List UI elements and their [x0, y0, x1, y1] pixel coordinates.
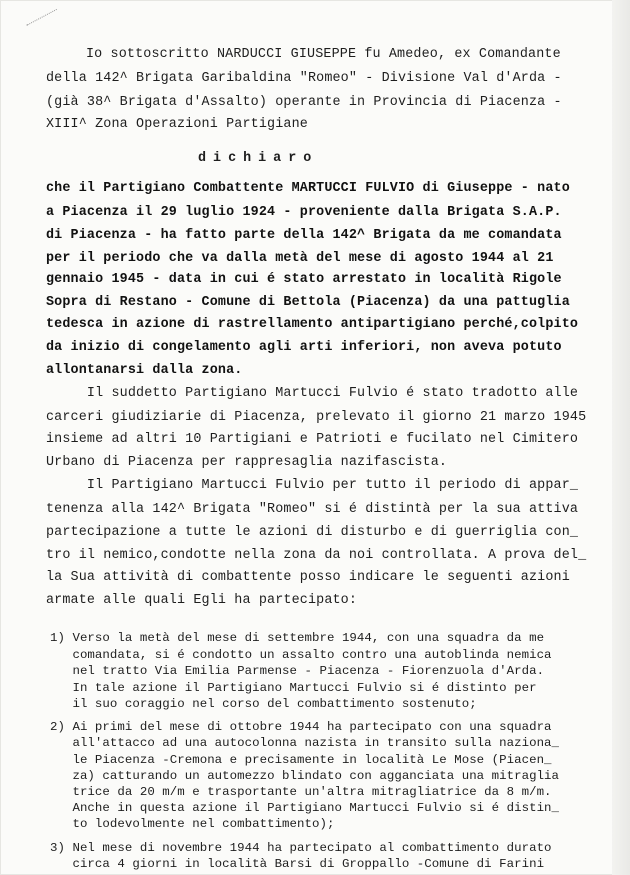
item-2-line-2: all'attacco ad una autocolonna nazista in transito sulla naziona_: [50, 736, 560, 750]
body-line-14: Il Partigiano Martucci Fulvio per tutto il periodo di appar_: [46, 478, 579, 493]
item-2-line-1: 2) Ai primi del mese di ottobre 1944 ha partecipato con una squadra: [50, 720, 552, 734]
item-2-line-7: to lodevolmente nel combattimento);: [50, 817, 335, 831]
body-line-4: per il periodo che va dalla metà del mese di agosto 1944 al 21: [46, 251, 554, 266]
item-3-line-1: 3) Nel mese di novembre 1944 ha partecipato al combattimento durato: [50, 841, 552, 855]
item-1-line-2: comandata, si é condotto un assalto contro una autoblinda nemica: [50, 648, 552, 662]
item-3-line-2: circa 4 giorni in località Barsi di Groppallo -Comune di Farini: [50, 857, 545, 871]
body-line-7: tedesca in azione di rastrellamento antipartigiano perché,colpito: [46, 317, 579, 332]
document-heading: dichiaro: [198, 151, 319, 166]
body-line-15: tenenza alla 142^ Brigata "Romeo" si é distintà per la sua attiva: [46, 502, 579, 517]
body-line-17: tro il nemico,condotte nella zona da noi controllata. A prova del_: [46, 548, 587, 563]
body-line-16: partecipazione a tutte le azioni di disturbo e di guerriglia con_: [46, 525, 579, 540]
body-line-10: Il suddetto Partigiano Martucci Fulvio é stato tradotto alle: [46, 386, 579, 401]
item-1-line-5: il suo coraggio nel corso del combattimento sostenuto;: [50, 697, 477, 711]
body-line-8: da inizio di congelamento agli arti inferiori, non aveva potuto: [46, 340, 562, 355]
body-line-9: allontanarsi dalla zona.: [46, 363, 243, 378]
body-line-18: la Sua attività di combattente posso indicare le seguenti azioni: [46, 570, 570, 585]
intro-line-3: (già 38^ Brigata d'Assalto) operante in Provincia di Piacenza -: [46, 95, 562, 110]
body-line-11: carceri giudiziarie di Piacenza, prelevato il giorno 21 marzo 1945: [46, 410, 587, 425]
body-line-1: che il Partigiano Combattente MARTUCCI FULVIO di Giuseppe - nato: [46, 181, 570, 196]
body-line-12: insieme ad altri 10 Partigiani e Patrioti e fucilato nel Cimitero: [46, 432, 579, 447]
body-line-13: Urbano di Piacenza per rappresaglia nazifascista.: [46, 455, 448, 470]
item-1-line-3: nel tratto Via Emilia Parmense - Piacenza - Fiorenzuola d'Arda.: [50, 664, 545, 678]
body-line-2: a Piacenza il 29 luglio 1924 - proveniente dalla Brigata S.A.P.: [46, 205, 562, 220]
intro-line-1: Io sottoscritto NARDUCCI GIUSEPPE fu Amedeo, ex Comandante: [86, 47, 561, 62]
page-edge-shadow: [612, 0, 630, 875]
item-2-line-6: Anche in questa azione il Partigiano Martucci Fulvio si é distin_: [50, 801, 560, 815]
item-1-line-4: In tale azione il Partigiano Martucci Fulvio si é distinto per: [50, 681, 537, 695]
intro-line-2: della 142^ Brigata Garibaldina "Romeo" - Divisione Val d'Arda -: [46, 71, 562, 86]
body-line-3: di Piacenza - ha fatto parte della 142^ Brigata da me comandata: [46, 228, 562, 243]
body-line-19: armate alle quali Egli ha partecipato:: [46, 593, 358, 608]
pen-mark: [26, 9, 63, 38]
item-2-line-5: trice da 20 m/m e trasportante un'altra mitragliatrice da 8 m/m.: [50, 785, 552, 799]
item-2-line-3: le Piacenza -Cremona e precisamente in località Le Mose (Piacen_: [50, 753, 552, 767]
body-line-5: gennaio 1945 - data in cui é stato arrestato in località Rigole: [46, 272, 562, 287]
item-2-line-4: za) catturando un automezzo blindato con agganciata una mitraglia: [50, 769, 560, 783]
intro-line-4: XIII^ Zona Operazioni Partigiane: [46, 117, 308, 132]
item-1-line-1: 1) Verso la metà del mese di settembre 1944, con una squadra da me: [50, 631, 545, 645]
body-line-6: Sopra di Restano - Comune di Bettola (Piacenza) da una pattuglia: [46, 295, 570, 310]
